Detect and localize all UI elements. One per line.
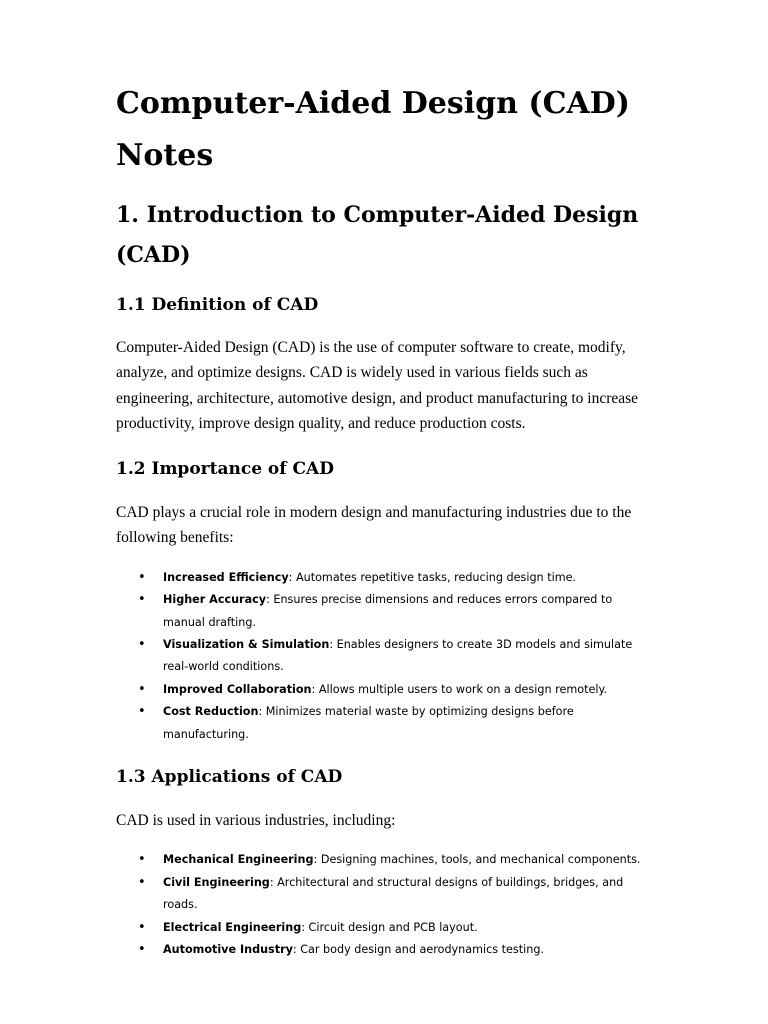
- bullet-icon: •: [138, 592, 146, 608]
- list-item-term: Automotive Industry: [163, 942, 293, 956]
- bullet-icon: •: [138, 852, 146, 868]
- list-item: [116, 567, 656, 589]
- list-item: [116, 634, 656, 679]
- list-item-term: Increased Efficiency: [163, 570, 289, 584]
- list-item-text: : Allows multiple users to work on a design remotely.: [311, 682, 608, 696]
- list-item-text: : Automates repetitive tasks, reducing design time.: [288, 570, 577, 584]
- document-page: [116, 0, 656, 961]
- bullet-icon: •: [138, 704, 146, 720]
- document-title: Computer-Aided Design (CAD) Notes: [116, 86, 630, 173]
- list-item: [116, 917, 656, 939]
- list-item-text: : Enables designers to create 3D models and simulate real-world conditions.: [163, 638, 633, 674]
- subsection-1-1-heading: 1.1 Definition of CAD: [116, 295, 319, 315]
- list-item-text: : Car body design and aerodynamics testing.: [292, 942, 545, 956]
- list-item: [116, 849, 656, 871]
- subsection-1-2-heading: 1.2 Importance of CAD: [116, 459, 334, 480]
- list-item: [116, 939, 656, 961]
- benefits-list: [116, 567, 656, 746]
- bullet-icon: •: [138, 637, 146, 652]
- list-item: [116, 679, 656, 701]
- applications-paragraph: CAD is used in various industries, including:: [116, 812, 396, 830]
- importance-paragraph: CAD plays a crucial role in modern design and manufacturing industries due to the following benefits:: [116, 504, 632, 547]
- list-item-term: Civil Engineering: [163, 875, 270, 889]
- list-item-text: : Minimizes material waste by optimizing designs before manufacturing.: [163, 705, 574, 741]
- list-item-term: Cost Reduction: [163, 705, 259, 719]
- subsection-1-3-heading: 1.3 Applications of CAD: [116, 767, 343, 788]
- list-item-text: : Designing machines, tools, and mechanical components.: [313, 853, 641, 867]
- list-item-term: Higher Accuracy: [163, 593, 267, 607]
- bullet-icon: •: [138, 941, 146, 957]
- bullet-icon: •: [138, 681, 146, 697]
- bullet-icon: •: [138, 569, 146, 585]
- definition-paragraph: Computer-Aided Design (CAD) is the use of computer software to create, modify, analyze, and optimize designs. CAD is widely used in various fields such as engineering, architecture, automotive design, and product manufacturing to increase productivity, improve design quality, and reduce production costs.: [116, 339, 639, 432]
- list-item-term: Improved Collaboration: [163, 682, 312, 696]
- bullet-icon: •: [138, 874, 146, 890]
- list-item: [116, 589, 656, 634]
- applications-list: [116, 849, 656, 961]
- list-item-term: Visualization & Simulation: [163, 638, 330, 651]
- list-item-term: Mechanical Engineering: [163, 853, 314, 867]
- list-item: [116, 872, 656, 917]
- bullet-icon: •: [138, 919, 146, 935]
- list-item: [116, 701, 656, 746]
- section-1-heading: 1. Introduction to Computer-Aided Design (CAD): [116, 202, 639, 268]
- list-item-term: Electrical Engineering: [163, 920, 302, 934]
- list-item-text: : Ensures precise dimensions and reduces errors compared to manual drafting.: [163, 593, 613, 629]
- list-item-text: : Circuit design and PCB layout.: [301, 920, 478, 934]
- list-item-text: : Architectural and structural designs of buildings, bridges, and roads.: [163, 875, 624, 912]
